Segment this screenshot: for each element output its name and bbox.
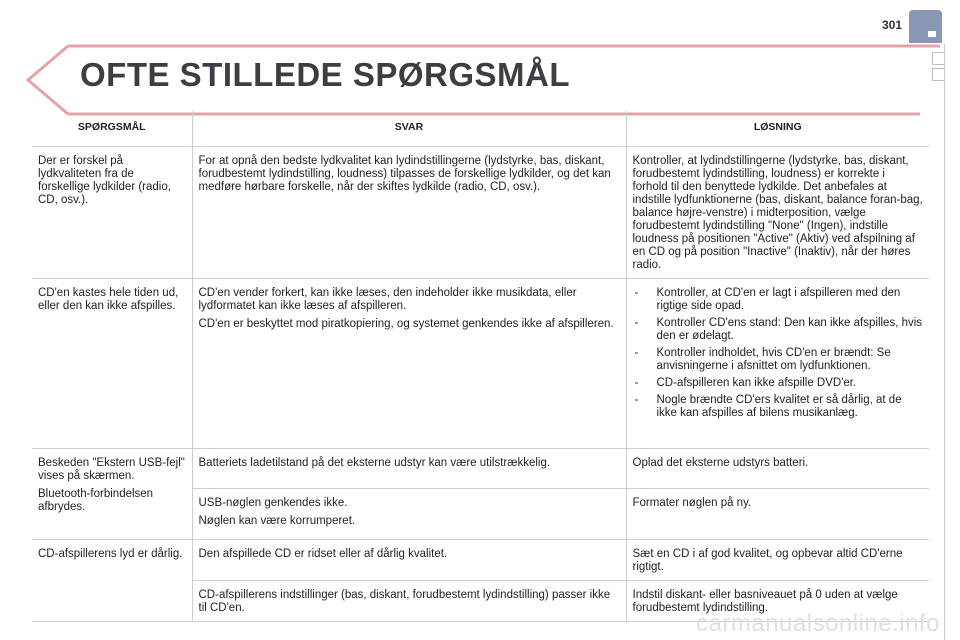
table-row xyxy=(32,449,929,489)
question-cell: CD-afspillerens lyd er dårlig. xyxy=(32,540,192,622)
question-cell: CD'en kastes hele tiden ud, eller den kan ikke afspilles. xyxy=(32,279,192,449)
answer-cell: CD-afspillerens indstillinger (bas, diskant, forudbestemt lydindstilling) passer ikke til CD'en. xyxy=(192,581,626,622)
answer-cell: Batteriets ladetilstand på det eksterne udstyr kan være utilstrækkelig. xyxy=(192,449,626,489)
question-cell xyxy=(32,449,192,540)
tab-mark xyxy=(928,31,936,37)
answer-paragraph: CD'en er beskyttet mod piratkopiering, og systemet genkendes ikke af afspilleren. xyxy=(198,318,614,330)
table-header-row xyxy=(32,111,929,147)
right-margin-rule xyxy=(944,44,945,640)
answer-cell: For at opnå den bedste lydkvalitet kan lydindstillingerne (lydstyrke, bas, diskant, forudbestemt lydindstilling, loudness) tilpasses de forskellige lydkilder, og det kan medføre hørbare forskelle, når der skiftes lydkilde (radio, CD, osv.). xyxy=(192,147,626,279)
page-number: 301 xyxy=(881,18,902,32)
answer-paragraph: USB-nøglen genkendes ikke. xyxy=(198,497,348,509)
table-row xyxy=(32,279,929,449)
solution-list xyxy=(633,287,924,420)
answer-cell: Den afspillede CD er ridset eller af dårlig kvalitet. xyxy=(192,540,626,581)
solution-cell: Formater nøglen på ny. xyxy=(626,489,929,540)
question-cell: Der er forskel på lydkvaliteten fra de forskellige lydkilder (radio, CD, osv.). xyxy=(32,147,192,279)
solution-cell xyxy=(626,279,929,449)
question-paragraph: Beskeden "Ekstern USB-fejl" vises på skærmen. xyxy=(38,457,185,482)
solution-item: - Kontroller CD'ens stand: Den kan ikke afspilles, hvis den er ødelagt. xyxy=(633,317,924,343)
solution-cell: Sæt en CD i af god kvalitet, og opbevar altid CD'erne rigtigt. xyxy=(626,540,929,581)
header-answer: SVAR xyxy=(192,111,626,147)
solution-item: - Kontroller, at CD'en er lagt i afspilleren med den rigtige side opad. xyxy=(633,287,924,313)
solution-cell: Indstil diskant- eller basniveauet på 0 uden at vælge forudbestemt lydindstilling. xyxy=(626,581,929,622)
page-title: OFTE STILLEDE SPØRGSMÅL xyxy=(80,56,571,93)
header-solution: LØSNING xyxy=(626,111,929,147)
answer-paragraph: Nøglen kan være korrumperet. xyxy=(198,515,356,527)
answer-cell xyxy=(192,489,626,540)
table-row xyxy=(32,540,929,581)
table-row xyxy=(32,147,929,279)
header-question: SPØRGSMÅL xyxy=(32,111,192,147)
faq-table xyxy=(32,111,929,622)
answer-cell xyxy=(192,279,626,449)
watermark: carmanualsonline.info xyxy=(696,610,940,637)
question-paragraph: Bluetooth-forbindelsen afbrydes. xyxy=(38,488,154,513)
solution-cell: Kontroller, at lydindstillingerne (lydstyrke, bas, diskant, forudbestemt lydindstilling, loudness) er korrekte i forhold til den benyttede lydkilde. Det anbefales at indstille lydfunktionerne (bas, diskant, balance foran-bag, balance højre-venstre) i midterposition, vælge forudbestemt lydindstilling "None" (Ingen), indstille loudness på positionen "Active" (Aktiv) ved afspilning af en CD og på position "Inactive" (Inaktiv), når der høres radio. xyxy=(626,147,929,279)
solution-cell: Oplad det eksterne udstyrs batteri. xyxy=(626,449,929,489)
answer-paragraph: CD'en vender forkert, kan ikke læses, den indeholder ikke musikdata, eller lydformatet kan ikke læses af afspilleren. xyxy=(198,287,577,312)
solution-item: - CD-afspilleren kan ikke afspille DVD'er. xyxy=(633,377,924,390)
solution-item: - Nogle brændte CD'ers kvalitet er så dårlig, at de ikke kan afspilles af bilens musikanlæg. xyxy=(633,394,924,420)
solution-item: - Kontroller indholdet, hvis CD'en er brændt: Se anvisningerne i afsnittet om lydfunktionen. xyxy=(633,347,924,373)
